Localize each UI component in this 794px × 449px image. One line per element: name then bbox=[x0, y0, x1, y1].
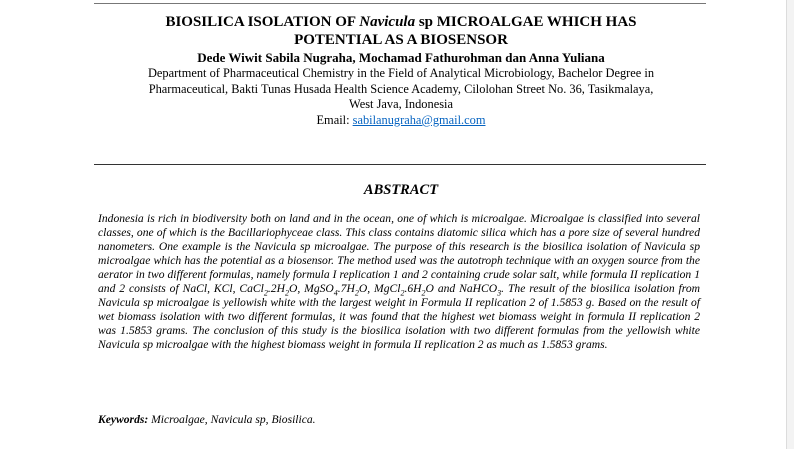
affiliation-line3: West Java, Indonesia bbox=[349, 97, 453, 111]
abstract-text bbox=[98, 212, 700, 352]
subscript: 2 bbox=[263, 288, 268, 298]
abstract-part: .7H bbox=[337, 282, 355, 296]
subscript: 2 bbox=[400, 288, 405, 298]
title-genus: Navicula bbox=[359, 14, 416, 30]
abstract-part: O, MgSO bbox=[288, 282, 334, 296]
top-divider bbox=[94, 3, 706, 4]
keywords-text: Microalgae, Navicula sp, Biosilica. bbox=[148, 413, 316, 426]
abstract-part: O, MgCl bbox=[358, 282, 401, 296]
abstract-part: Indonesia is rich in biodiversity both on land and in the ocean, one of which is microalgae. Microalgae is classified into several classes, one of which is the Bacillariophyceae class. This class contains diatomic silica which has a pore size of several hundred nanometers. One example is the Navicula sp microalgae. The purpose of this research is the biosilica isolation of Navicula sp microalgae which has the potential as a biosensor. The method used was the autotroph technique with an oxygen source from the aerator in two different formulas, namely formula I replication 1 and 2 containing crude solar salt, while formula II replication 1 and 2 consists of NaCl, KCl, CaCl bbox=[98, 212, 700, 296]
affiliation-line2: Pharmaceutical, Bakti Tunas Husada Health Science Academy, Cilolohan Street No. 36, Tasikmalaya, bbox=[148, 81, 654, 96]
abstract-part: .2H bbox=[267, 282, 285, 296]
title-line1-start: BIOSILICA ISOLATION OF bbox=[165, 14, 360, 30]
email-label: Email: bbox=[316, 113, 353, 127]
vertical-scrollbar[interactable] bbox=[786, 0, 794, 449]
subscript: 2 bbox=[284, 288, 289, 298]
section-divider bbox=[94, 164, 706, 165]
title-line2: POTENTIAL AS A BIOSENSOR bbox=[294, 32, 508, 48]
subscript: 4 bbox=[333, 288, 338, 298]
subscript: 3 bbox=[497, 288, 502, 298]
keywords-label: Keywords: bbox=[98, 413, 149, 426]
title-line1-end: sp MICROALGAE WHICH HAS bbox=[415, 14, 637, 30]
email-link[interactable]: sabilanugraha@gmail.com bbox=[352, 113, 486, 127]
email-line bbox=[96, 113, 706, 128]
abstract-heading: ABSTRACT bbox=[363, 182, 439, 198]
paper-title bbox=[96, 13, 706, 49]
affiliation bbox=[96, 66, 706, 113]
abstract-part: . The result of the biosilica isolation from Navicula sp microalgae is yellowish white with the largest weight in Formula II replication 2 of 1.5853 g. Based on the result of wet biomass isolation with two different formulas, it was found that the highest wet biomass weight in formula II replication 2 was 1.5853 grams. The conclusion of this study is the biosilica isolation with two different formulas from the yellowish white Navicula sp microalgae with the highest biomass weight in formula II replication 2 as much as 1.5853 grams. bbox=[98, 282, 701, 352]
author-list: Dede Wiwit Sabila Nugraha, Mochamad Fathurohman dan Anna Yuliana bbox=[197, 50, 605, 65]
affiliation-line1: Department of Pharmaceutical Chemistry in the Field of Analytical Microbiology, Bachelor Degree in bbox=[147, 66, 655, 80]
abstract-part: .6H bbox=[404, 282, 422, 296]
keywords bbox=[98, 413, 700, 427]
subscript: 2 bbox=[354, 288, 359, 298]
abstract-part: O and NaHCO bbox=[425, 282, 498, 296]
subscript: 2 bbox=[421, 288, 426, 298]
